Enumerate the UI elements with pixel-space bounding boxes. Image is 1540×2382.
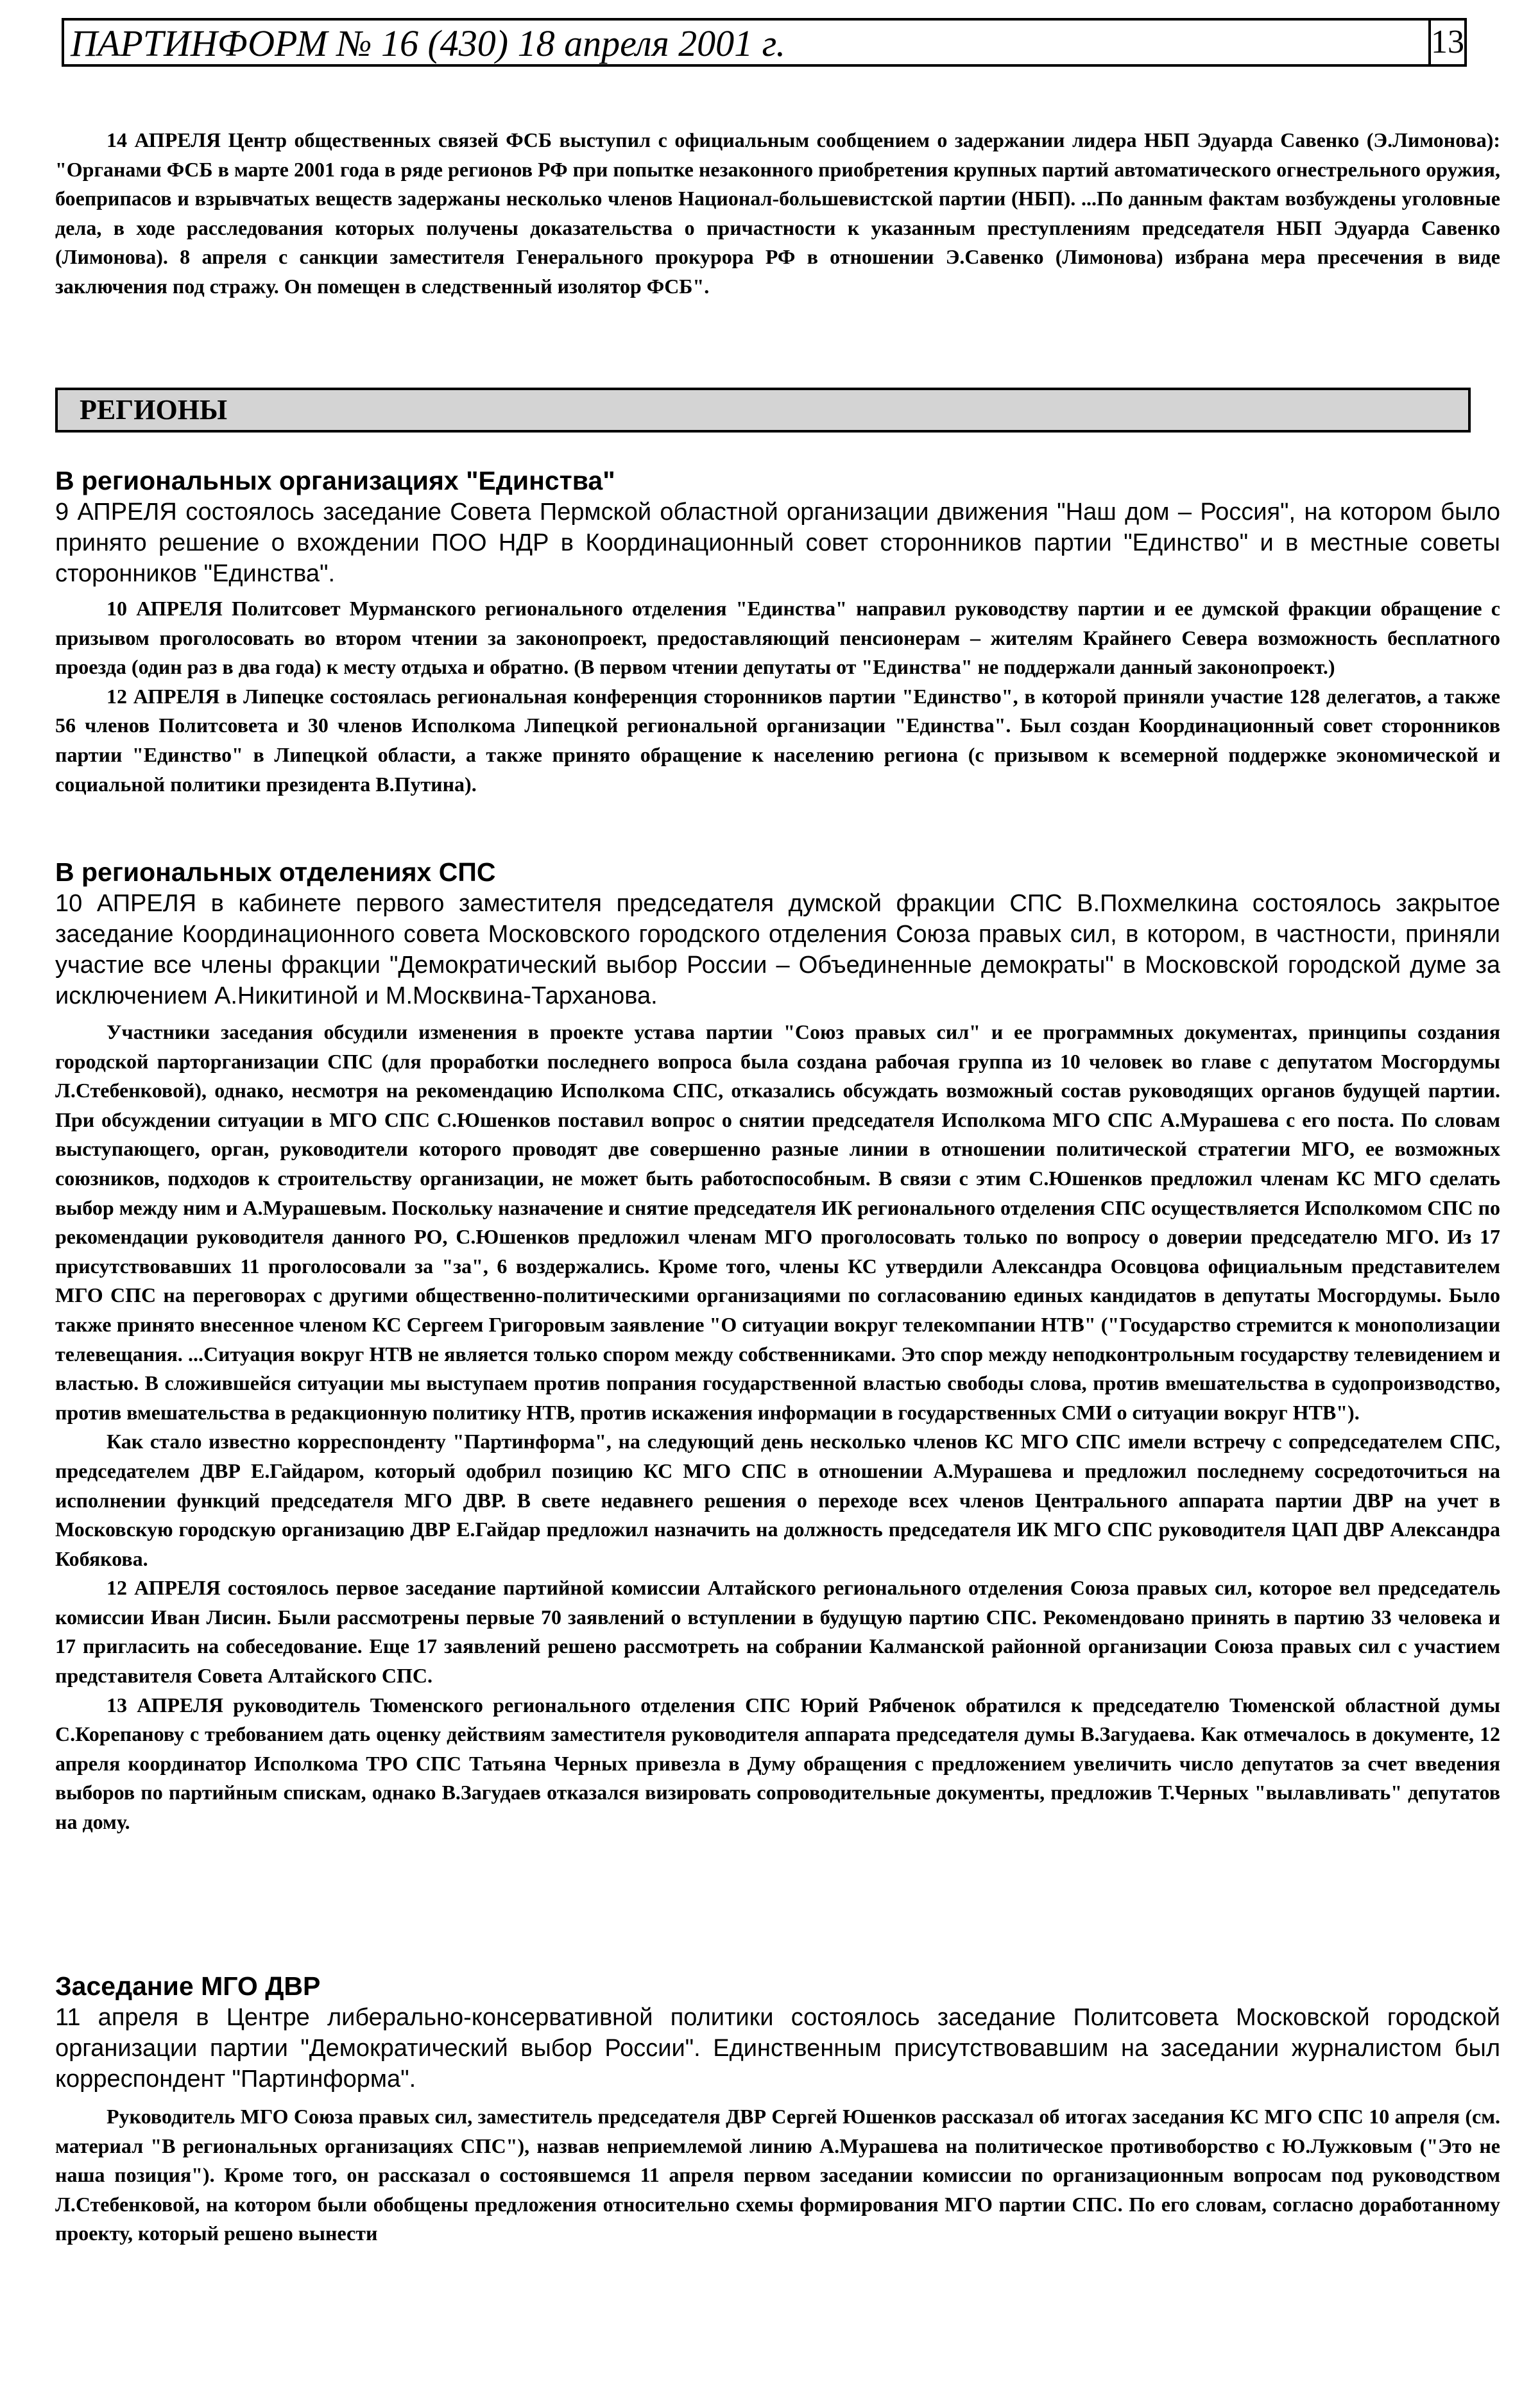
paragraph: Как стало известно корреспонденту "Партинформа", на следующий день несколько членов КС МГО СПС имели встречу с сопредседателем СПС, председателем ДВР Е.Гайдаром, который одобрил позицию КС МГО СПС в отношении А.Мурашева и предложил последнему сосредоточиться на исполнении функций председателя МГО ДВР. В свете недавнего решения о переходе всех членов Центрального аппарата партии ДВР на учет в Московскую городскую организацию ДВР Е.Гайдар предложил назначить на должность председателя ИК МГО СПС руководителя ЦАП ДВР Александра Кобякова. bbox=[55, 1430, 1500, 1570]
lead-paragraph: 9 АПРЕЛЯ состоялось заседание Совета Пермской областной организации движения "Наш дом – Россия", на котором было принято решение о вхождении ПОО НДР в Координационный совет сторонников партии "Единство" и в местные советы сторонников "Единства". bbox=[55, 499, 1500, 587]
header-title: ПАРТИНФОРМ № 16 (430) 18 апреля 2001 г. bbox=[71, 22, 786, 64]
paragraph: Руководитель МГО Союза правых сил, заместитель председателя ДВР Сергей Юшенков рассказал об итогах заседания КС МГО СПС 10 апреля (см. материал "В региональных организациях СПС"), назвав неприемлемой линию А.Мурашева на политическое противоборство с Ю.Лужковым ("Это не наша позиция"). Кроме того, он рассказал о состоявшемся 11 апреля первом заседании комиссии по организационным вопросам под руководством Л.Стебенковой, на котором были обобщены предложения относительно схемы формирования МГО партии СПС. По его словам, согласно доработанному проекту, который решено вынести bbox=[55, 2105, 1500, 2245]
page-number: 13 bbox=[1428, 21, 1464, 64]
lead-paragraph: 11 апреля в Центре либерально-консервативной политики состоялось заседание Политсовета Московской городской организации партии "Демократический выбор России". Единственным присутствовавшим на заседании журналистом был корреспондент "Партинформа". bbox=[55, 2004, 1500, 2093]
section-heading: Заседание МГО ДВР bbox=[55, 1971, 321, 2001]
section-dvr bbox=[55, 1970, 1500, 2095]
intro-article bbox=[55, 126, 1500, 302]
page-header bbox=[62, 18, 1467, 67]
paragraph: 12 АПРЕЛЯ в Липецке состоялась региональная конференция сторонников партии "Единство", в которой приняли участие 128 делегатов, а также 56 членов Политсовета и 30 членов Исполкома Липецкой региональной организации "Единства". Был создан Координационный совет сторонников партии "Единство" в Липецкой области, а также принято обращение к населению региона (с призывом к всемерной поддержке экономической и социальной политики президента В.Путина). bbox=[55, 684, 1500, 796]
section-edinstvo-body bbox=[55, 594, 1500, 799]
paragraph: 13 АПРЕЛЯ руководитель Тюменского регионального отделения СПС Юрий Рябченок обратился к председателю Тюменской областной думы С.Корепанову с требованием дать оценку действиям заместителя руководителя аппарата председателя думы В.Загудаева. Как отмечалось в документе, 12 апреля координатор Исполкома ТРО СПС Татьяна Черных привезла в Думу обращения с предложением увеличить число депутатов за счет введения выборов по партийным спискам, однако В.Загудаев отказался визировать сопроводительные документы, предложив Т.Черных "вылавливать" депутатов на дому. bbox=[55, 1693, 1500, 1834]
intro-paragraph: 14 АПРЕЛЯ Центр общественных связей ФСБ выступил с официальным сообщением о задержании лидера НБП Эдуарда Савенко (Э.Лимонова): "Органами ФСБ в марте 2001 года в ряде регионов РФ при попытке незаконного приобретения крупных партий автоматического огнестрельного оружия, боеприпасов и взрывчатых веществ задержаны несколько членов Национал-большевистской партии (НБП). ...По данным фактам возбуждены уголовные дела, в ходе расследования которых получены доказательства о причастности к указанным преступлениям председателя НБП Эдуарда Савенко (Лимонова). 8 апреля с санкции заместителя Генерального прокурора РФ в отношении Э.Савенко (Лимонова) избрана мера пресечения в виде заключения под стражу. Он помещен в следственный изолятор ФСБ". bbox=[55, 128, 1500, 298]
paragraph: Участники заседания обсудили изменения в проекте устава партии "Союз правых сил" и ее программных документах, принципы создания городской парторганизации СПС (для проработки последнего вопроса была создана рабочая группа из 10 человек во главе с депутатом Мосгордумы Л.Стебенковой), однако, несмотря на рекомендацию Исполкома СПС, отказались обсуждать возможный состав руководящих органов будущей партии. При обсуждении ситуации в МГО СПС С.Юшенков поставил вопрос о снятии председателя Исполкома МГО СПС А.Мурашева с его поста. По словам выступающего, орган, руководители которого проводят две совершенно разные линии в отношении политической стратегии МГО, ее возможных союзников, подходов к строительству организации, не может быть работоспособным. В связи с этим С.Юшенков предложил членам КС МГО сделать выбор между ним и А.Мурашевым. Поскольку назначение и снятие председателя ИК регионального отделения СПС осуществляется Исполкомом СПС по рекомендации руководителя данного РО, С.Юшенков предложил членам МГО проголосовать только по вопросу о доверии председателю МГО. Из 17 присутствовавших 11 проголосовали за "за", 6 воздержались. Кроме того, члены КС утвердили Александра Осовцова официальным представителем МГО СПС на переговорах с другими общественно-политическими организациями по согласованию единых кандидатов в депутаты Мосгордумы. Было также принято внесенное членом КС Сергеем Григоровым заявление "О ситуации вокруг телекомпании НТВ" ("Государство стремится к монополизации телевещания. ...Ситуация вокруг НТВ не является только спором между собственниками. Это спор между неподконтрольным государству телевидением и властью. В сложившейся ситуации мы выступаем против попрания государственной властью свободы слова, против вмешательства в судопроизводство, против вмешательства в редакционную политику НТВ, против искажения информации в государственных СМИ о ситуации вокруг НТВ"). bbox=[55, 1020, 1500, 1424]
section-heading: В региональных организациях "Единства" bbox=[55, 466, 615, 495]
paragraph: 10 АПРЕЛЯ Политсовет Мурманского регионального отделения "Единства" направил руководству партии и ее думской фракции обращение с призывом проголосовать во втором чтении за законопроект, предоставляющий пенсионерам – жителям Крайнего Севера возможность бесплатного проезда (один раз в два года) к месту отдыха и обратно. (В первом чтении депутаты от "Единства" не поддержали данный законопроект.) bbox=[55, 597, 1500, 679]
section-sps bbox=[55, 856, 1500, 1011]
paragraph: 12 АПРЕЛЯ состоялось первое заседание партийной комиссии Алтайского регионального отделения Союза правых сил, которое вел председатель комиссии Иван Лисин. Были рассмотрены первые 70 заявлений о вступлении в будущую партию СПС. Рекомендовано принять в партию 33 человека и 17 пригласить на собеседование. Еще 17 заявлений решено рассмотреть на собрании Калманской районной организации Союза правых сил с участием представителя Совета Алтайского СПС. bbox=[55, 1576, 1500, 1688]
section-edinstvo bbox=[55, 465, 1500, 589]
lead-paragraph: 10 АПРЕЛЯ в кабинете первого заместителя председателя думской фракции СПС В.Похмелкина состоялось закрытое заседание Координационного совета Московского городского отделения Союза правых сил, в котором, в частности, приняли участие все члены фракции "Демократический выбор России – Объединенные демократы" в Московской городской думе за исключением А.Никитиной и М.Москвина-Тарханова. bbox=[55, 890, 1500, 1009]
section-heading: В региональных отделениях СПС bbox=[55, 857, 496, 887]
section-sps-body bbox=[55, 1018, 1500, 1837]
section-dvr-body bbox=[55, 2102, 1500, 2249]
section-bar-regions: РЕГИОНЫ bbox=[55, 388, 1471, 433]
